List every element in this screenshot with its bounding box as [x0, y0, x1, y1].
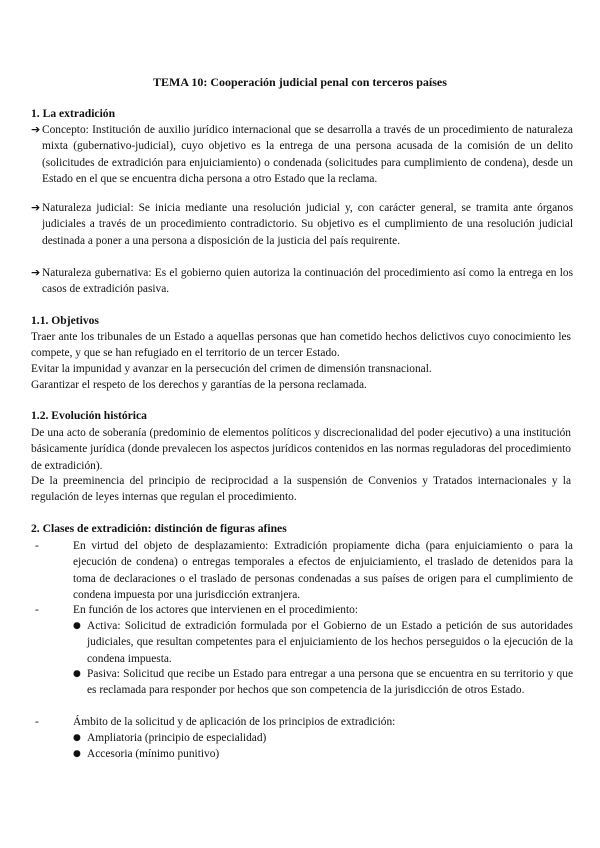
paragraph-objetivo-3: Garantizar el respeto de los derechos y garantías de la persona reclamada.	[31, 379, 367, 391]
list-item-text: Ampliatoria (principio de especialidad)	[87, 732, 267, 744]
arrow-bullet-icon: ➔	[31, 123, 41, 136]
list-item-text: Activa: Solicitud de extradición formulada por el Gobierno de un Estado a petición de sus autoridades judiciales, que resultan competentes para el enjuiciamiento de los hechos perseguidos o la ejecución de la condena impuesta.	[87, 620, 573, 665]
round-bullet-icon: ●	[73, 733, 81, 743]
section-heading-extradicion: 1. La extradición	[31, 107, 116, 120]
round-bullet-icon: ●	[73, 621, 81, 631]
list-item-text: En función de los actores que intervienen en el procedimiento:	[73, 604, 358, 616]
paragraph-objetivo-1: Traer ante los tribunales de un Estado a aquellas personas que han cometido hechos delictivos cuyo conocimiento les compete, y que se han refugiado en el territorio de un tercer Estado.	[31, 331, 571, 360]
paragraph-evolucion-2: De la preeminencia del principio de reciprocidad a la suspensión de Convenios y Tratados internacionales y la regulación de leyes internas que regulan el procedimiento.	[31, 475, 571, 504]
dash-item-actores	[31, 602, 573, 618]
bullet-item-accesoria	[73, 746, 573, 762]
dash-item-objeto	[31, 538, 573, 604]
arrow-bullet-icon: ➔	[31, 201, 41, 214]
list-item-naturaleza-judicial	[31, 200, 573, 249]
arrow-bullet-icon: ➔	[31, 266, 41, 279]
bullet-item-ampliatoria	[73, 730, 573, 746]
paragraph-objetivo-2: Evitar la impunidad y avanzar en la persecución del crimen de dimensión transnacional.	[31, 363, 432, 375]
list-item-text: En virtud del objeto de desplazamiento: Extradición propiamente dicha (para enjuiciamiento o para la ejecución de condena) o entregas temporales a efectos de enjuiciamiento, el traslado de detenidos para la toma de declaraciones o el traslado de personas condenadas a sus países de origen para el cumplimiento de condena impuesta por una jurisdicción extranjera.	[73, 540, 573, 602]
dash-bullet-icon: -	[35, 716, 39, 728]
section-heading-clases: 2. Clases de extradición: distinción de figuras afines	[31, 522, 287, 535]
paragraph-evolucion-1: De una acto de soberanía (predominio de elementos políticos y discrecionalidad del poder ejecutivo) a una institución básicamente jurídica (donde prevalecen los aspectos jurídicos contenidos en las normas reguladoras del procedimiento de extradición).	[31, 427, 571, 472]
section-heading-objetivos: 1.1. Objetivos	[31, 314, 99, 327]
bullet-item-activa	[73, 618, 573, 667]
list-item-text: Pasiva: Solicitud que recibe un Estado para entregar a una persona que se encuentra en su territorio y que es reclamada para responder por hechos que son competencia de la jurisdicción de otros Estado.	[87, 668, 573, 697]
bullet-item-pasiva	[73, 666, 573, 699]
list-item-text: Naturaleza gubernativa: Es el gobierno quien autoriza la continuación del procedimiento así como la entrega en los casos de extradición pasiva.	[42, 267, 573, 296]
list-item-text: Concepto: Institución de auxilio jurídico internacional que se desarrolla a través de un procedimiento de naturaleza mixta (gubernativo-judicial), cuyo objetivo es la entrega de una persona acusada de la comisión de un delito (solicitudes de extradición para enjuiciamiento) o condenada (solicitudes para cumplimiento de condena), desde un Estado en el que se encuentra dicha persona a otro Estado que la reclama.	[42, 124, 573, 186]
list-item-concepto	[31, 122, 573, 188]
list-item-naturaleza-gubernativa	[31, 265, 573, 298]
dash-item-ambito	[31, 714, 573, 730]
document-title: TEMA 10: Cooperación judicial penal con terceros países	[153, 75, 447, 89]
list-item-text: Ámbito de la solicitud y de aplicación de los principios de extradición:	[73, 716, 396, 728]
round-bullet-icon: ●	[73, 749, 81, 759]
list-item-text: Accesoria (mínimo punitivo)	[87, 748, 220, 760]
round-bullet-icon: ●	[73, 669, 81, 679]
dash-bullet-icon: -	[35, 540, 39, 552]
list-item-text: Naturaleza judicial: Se inicia mediante una resolución judicial y, con carácter general, se tramita ante órganos judiciales a través de un procedimiento contradictorio. Su objetivo es el cumplimiento de una resolución judicial destinada a poner a una persona a disposición de la justicia del país requirente.	[42, 202, 573, 247]
section-heading-evolucion: 1.2. Evolución histórica	[31, 409, 147, 422]
dash-bullet-icon: -	[35, 604, 39, 616]
